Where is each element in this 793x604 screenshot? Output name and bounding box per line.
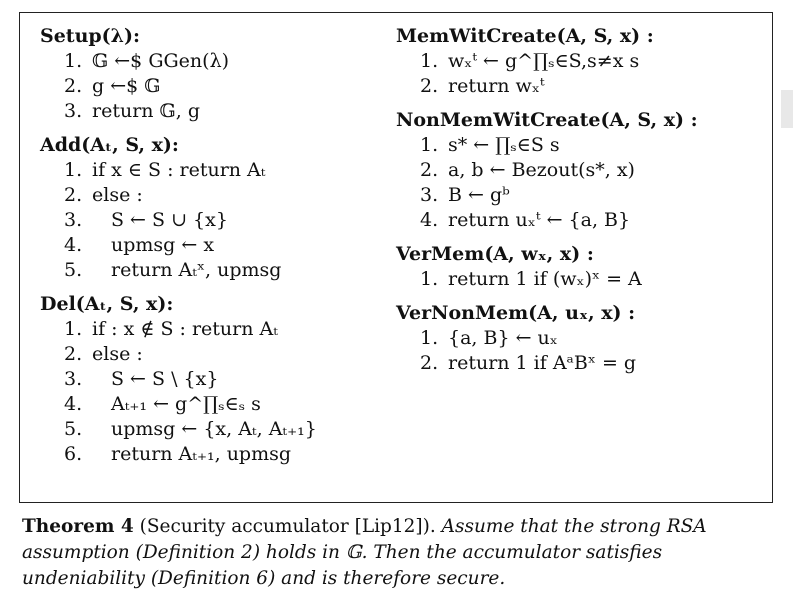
algorithm-header: MemWitCreate(A, S, x) :: [396, 25, 654, 47]
step-number: 5.: [64, 259, 83, 281]
step-number: 1.: [420, 134, 439, 156]
step-number: 1.: [64, 318, 83, 340]
step-number: 1.: [64, 50, 83, 72]
algorithm-step: [40, 317, 390, 342]
algorithm-step: [40, 417, 390, 442]
step-number: 6.: [64, 443, 83, 465]
step-text: a, b ← Bezout(s*, x): [448, 159, 635, 181]
step-text: 𝔾 ←$ GGen(λ): [92, 50, 230, 72]
algorithm-step: [40, 342, 390, 367]
algorithm-step: [40, 49, 390, 74]
algorithm-header: Setup(λ):: [40, 25, 141, 47]
algorithm-step: [396, 183, 756, 208]
algorithm-header: NonMemWitCreate(A, S, x) :: [396, 109, 698, 131]
theorem-body: Assume that the strong RSA assumption (Definition 2) holds in 𝔾. Then the accumulator satisfies undeniability (Definition 6) and is therefore secure.: [22, 516, 707, 589]
algorithm-header: Add(Aₜ, S, x):: [40, 134, 179, 156]
right-column: [396, 23, 756, 384]
step-number: 2.: [420, 159, 439, 181]
step-text: upmsg ← x: [111, 234, 215, 256]
scrollbar-thumb[interactable]: [781, 90, 793, 128]
algorithm-step: [40, 367, 390, 392]
algorithm-header: VerNonMem(A, uₓ, x) :: [396, 302, 636, 324]
step-text: wₓᵗ ← g^∏ₛ∈S,s≠x s: [448, 50, 640, 72]
theorem-label: Theorem 4: [22, 516, 134, 537]
algorithm-step: [396, 49, 756, 74]
algorithm-step: [40, 442, 390, 467]
step-number: 3.: [420, 184, 439, 206]
step-number: 3.: [64, 209, 83, 231]
step-number: 4.: [64, 234, 83, 256]
algorithm-header: VerMem(A, wₓ, x) :: [396, 243, 594, 265]
step-number: 5.: [64, 418, 83, 440]
step-number: 2.: [64, 343, 83, 365]
step-text: return wₓᵗ: [448, 75, 545, 97]
algorithm-step: [396, 133, 756, 158]
step-text: return 𝔾, g: [92, 100, 201, 122]
algorithm-left-2: [40, 291, 390, 467]
step-number: 2.: [420, 352, 439, 374]
step-text: if x ∈ S : return Aₜ: [92, 159, 266, 181]
algorithm-step: [40, 158, 390, 183]
algorithm-step: [40, 233, 390, 258]
step-number: 1.: [420, 268, 439, 290]
step-text: return 1 if (wₓ)ˣ = A: [448, 268, 642, 290]
algorithm-step: [396, 158, 756, 183]
algorithm-header: Del(Aₜ, S, x):: [40, 293, 174, 315]
step-text: S ← S ∪ {x}: [111, 209, 228, 231]
algorithm-box: [19, 12, 773, 503]
algorithm-step: [396, 351, 756, 376]
algorithm-step: [396, 267, 756, 292]
step-number: 1.: [64, 159, 83, 181]
step-text: return Aₜˣ, upmsg: [111, 259, 282, 281]
theorem-title: (Security accumulator [Lip12]).: [139, 516, 436, 537]
step-text: {a, B} ← uₓ: [448, 327, 558, 349]
algorithm-step: [40, 208, 390, 233]
algorithm-step: [40, 74, 390, 99]
algorithm-step: [40, 183, 390, 208]
step-number: 3.: [64, 100, 83, 122]
left-column: [40, 23, 390, 475]
algorithm-right-2: [396, 241, 756, 292]
algorithm-right-3: [396, 300, 756, 376]
algorithm-left-1: [40, 132, 390, 283]
theorem-block: [22, 514, 774, 592]
step-number: 4.: [420, 209, 439, 231]
step-text: return uₓᵗ ← {a, B}: [448, 209, 631, 231]
algorithm-step: [396, 74, 756, 99]
step-text: upmsg ← {x, Aₜ, Aₜ₊₁}: [111, 418, 317, 440]
step-number: 2.: [420, 75, 439, 97]
step-number: 2.: [64, 75, 83, 97]
algorithm-step: [40, 258, 390, 283]
step-number: 3.: [64, 368, 83, 390]
step-text: else :: [92, 343, 143, 365]
algorithm-step: [40, 392, 390, 417]
algorithm-step: [396, 208, 756, 233]
step-text: S ← S \ {x}: [111, 368, 219, 390]
step-text: g ←$ 𝔾: [92, 75, 161, 97]
algorithm-left-0: [40, 23, 390, 124]
step-number: 1.: [420, 50, 439, 72]
algorithm-step: [40, 99, 390, 124]
step-number: 4.: [64, 393, 83, 415]
step-text: return 1 if AᵃBˣ = g: [448, 352, 637, 374]
step-number: 2.: [64, 184, 83, 206]
step-text: return Aₜ₊₁, upmsg: [111, 443, 292, 465]
step-text: Aₜ₊₁ ← g^∏ₛ∈ₛ s: [111, 393, 261, 415]
algorithm-step: [396, 326, 756, 351]
algorithm-right-0: [396, 23, 756, 99]
algorithm-right-1: [396, 107, 756, 233]
step-text: B ← gᵇ: [448, 184, 510, 206]
step-text: if : x ∉ S : return Aₜ: [92, 318, 278, 340]
step-text: s* ← ∏ₛ∈S s: [448, 134, 560, 156]
step-text: else :: [92, 184, 143, 206]
step-number: 1.: [420, 327, 439, 349]
